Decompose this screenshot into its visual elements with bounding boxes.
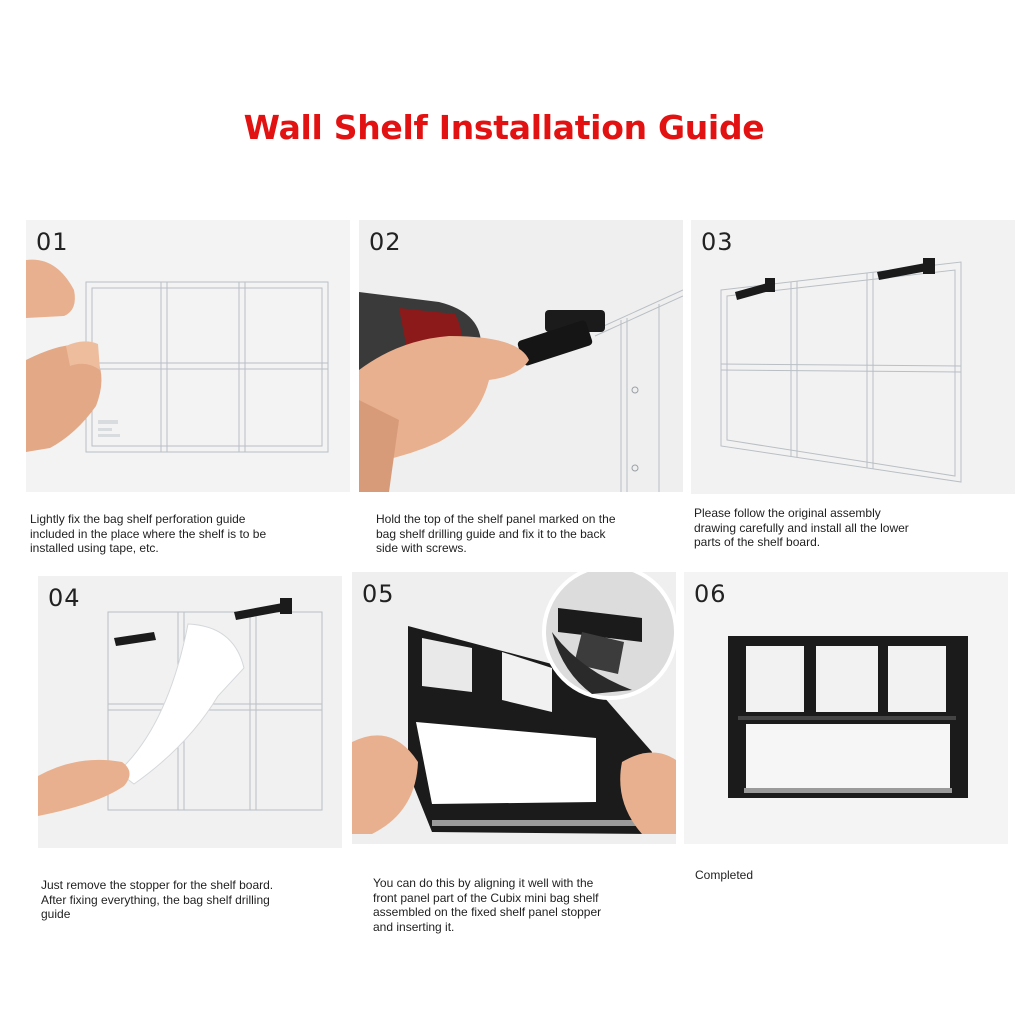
step-05-photo — [352, 572, 676, 844]
step-number: 02 — [369, 228, 402, 256]
step-04-photo — [38, 576, 342, 848]
step-02-photo — [359, 220, 683, 492]
step-03-photo — [691, 220, 1015, 494]
step-02-caption: Hold the top of the shelf panel marked on the bag shelf drilling guide and fix it to the back side with screws. — [376, 512, 616, 555]
step-01-caption: Lightly fix the bag shelf perforation guide included in the place where the shelf is to be installed using tape, etc. — [30, 512, 267, 555]
step-05-caption: You can do this by aligning it well with the front panel part of the Cubix mini bag shelf assembled on the fixed shelf panel stopper and inserting it. — [373, 876, 602, 934]
step-03-caption: Please follow the original assembly drawing carefully and install all the lower parts of the shelf board. — [694, 506, 909, 549]
step-number: 01 — [36, 228, 69, 256]
step-04-caption: Just remove the stopper for the shelf board. After fixing everything, the bag shelf drilling guide — [41, 878, 274, 921]
step-01-photo — [26, 220, 350, 492]
step-number: 03 — [701, 228, 734, 256]
step-06-photo — [684, 572, 1008, 844]
step-number: 05 — [362, 580, 395, 608]
step-number: 06 — [694, 580, 727, 608]
step-06-caption: Completed — [695, 868, 754, 882]
page-title: Wall Shelf Installation Guide — [243, 108, 765, 147]
step-number: 04 — [48, 584, 81, 612]
